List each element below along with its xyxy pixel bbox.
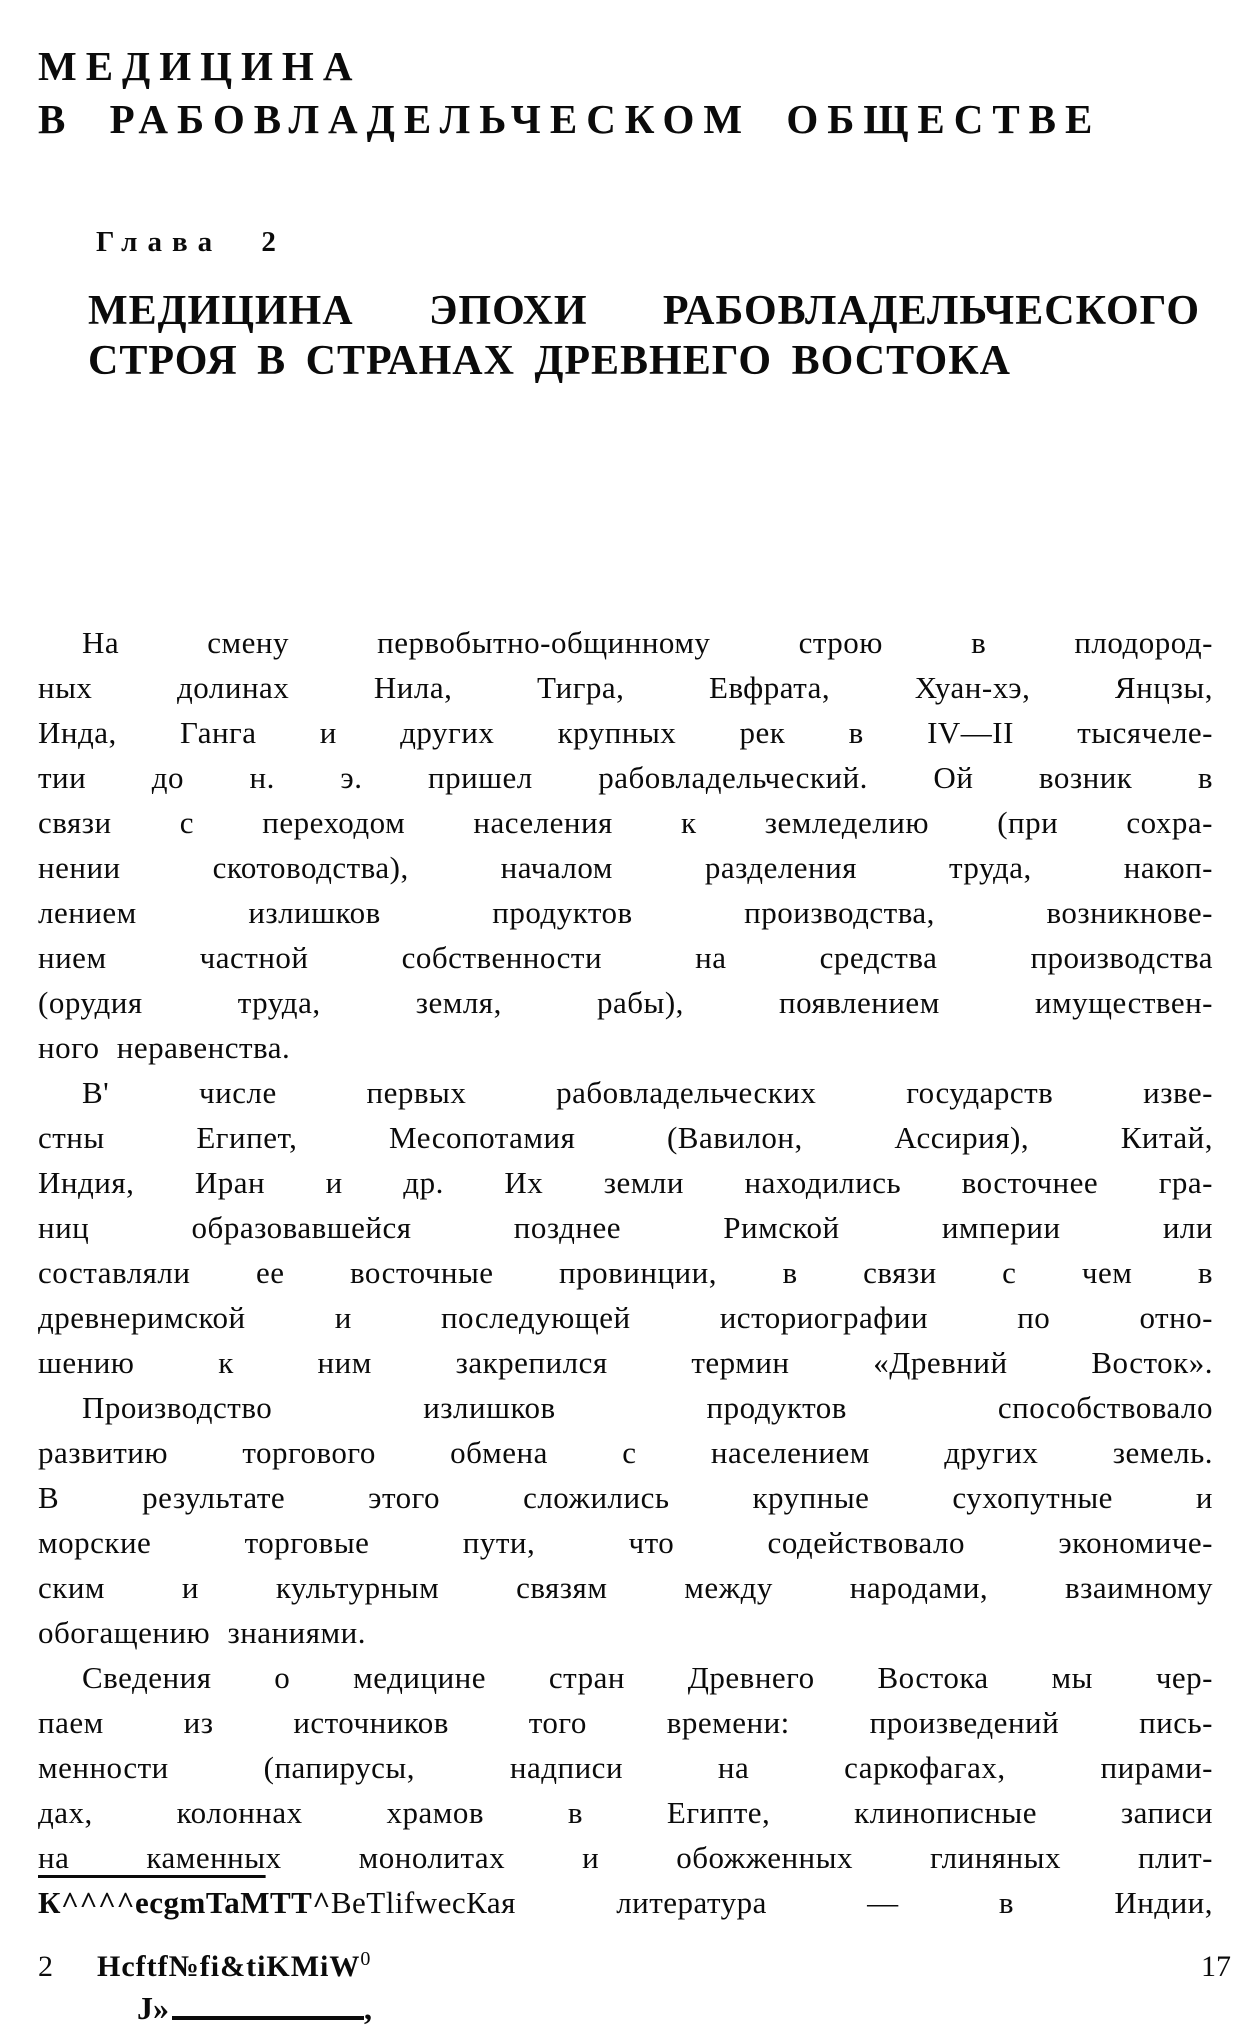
scribble-prefix: J» (137, 1990, 169, 2026)
body-line (38, 1160, 1213, 1205)
body-line (38, 1205, 1213, 1250)
text-segment: х монолитах и обожженных глиняных плит- (265, 1840, 1213, 1875)
running-head-line2: В РАБОВЛАДЕЛЬЧЕСКОМ ОБЩЕСТВЕ (38, 96, 1102, 142)
body-line (38, 1655, 1213, 1700)
body-line (38, 1880, 1213, 1925)
body-line (38, 1610, 1213, 1655)
body-line (38, 620, 1213, 665)
signature-line (38, 1948, 370, 1984)
body-line (38, 1790, 1213, 1835)
text-segment: ных долинах Нила, Тигра, Евфрата, Хуан-хэ, Янцзы, (38, 670, 1213, 705)
text-segment: BeTlifwecКая литература — в Индии, (330, 1885, 1213, 1920)
body-line (38, 1025, 1213, 1070)
body-line (38, 1070, 1213, 1115)
body-line (38, 1520, 1213, 1565)
smudged-bold-text: К^^^^ecgmTaMTT^ (38, 1885, 331, 1920)
paragraph (38, 1070, 1213, 1385)
text-segment: развитию торгового обмена с населением других земель. (38, 1435, 1213, 1470)
text-segment: (орудия труда, земля, рабы), появлением имуществен- (38, 985, 1213, 1020)
paragraph (38, 620, 1213, 1070)
underlined-text: на каменны (38, 1840, 266, 1875)
body-line (38, 1430, 1213, 1475)
text-segment: В результате этого сложились крупные сухопутные и (38, 1480, 1213, 1515)
chapter-title-line2: СТРОЯ В СТРАНАХ ДРЕВНЕГО ВОСТОКА (88, 338, 1012, 384)
body-line (38, 1745, 1213, 1790)
page-number: 17 (1201, 1950, 1231, 1983)
text-segment: ного неравенства. (38, 1030, 291, 1065)
chapter-title-line1: МЕДИЦИНА ЭПОХИ РАБОВЛАДЕЛЬЧЕСКОГО (88, 288, 1200, 334)
text-segment: паем из источников того времени: произведений пись- (38, 1705, 1213, 1740)
body-line (38, 1700, 1213, 1745)
body-line (38, 845, 1213, 890)
body-line (38, 935, 1213, 980)
text-segment: Индия, Иран и др. Их земли находились восточнее гра- (38, 1165, 1213, 1200)
text-segment: тии до н. э. пришел рабовладельческий. Ой возник в (38, 760, 1213, 795)
paragraph (38, 1655, 1213, 1925)
body-line (38, 1565, 1213, 1610)
text-segment: ниц образовавшейся позднее Римской империи или (38, 1210, 1213, 1245)
body-line (38, 1295, 1213, 1340)
body-line (38, 1385, 1213, 1430)
body-line (38, 755, 1213, 800)
text-segment: древнеримской и последующей историографии по отно- (38, 1300, 1213, 1335)
body-line (38, 1250, 1213, 1295)
text-segment: составляли ее восточные провинции, в связи с чем в (38, 1255, 1213, 1290)
running-head (38, 40, 1101, 146)
text-segment: связи с переходом населения к земледелию (при сохра- (38, 805, 1213, 840)
text-segment: морские торговые пути, что содействовало экономиче- (38, 1525, 1213, 1560)
text-segment: лением излишков продуктов производства, возникнове- (38, 895, 1213, 930)
paragraph (38, 1385, 1213, 1655)
text-segment: менности (папирусы, надписи на саркофагах, пирами- (38, 1750, 1213, 1785)
signature-number: 2 (38, 1950, 53, 1983)
text-segment: нием частной собственности на средства производства (38, 940, 1213, 975)
body-line (38, 710, 1213, 755)
scribble-rule (172, 2016, 364, 2020)
body-text (38, 620, 1213, 1925)
text-segment: ским и культурным связям между народами, взаимному (38, 1570, 1213, 1605)
body-line (38, 665, 1213, 710)
text-segment: На смену первобытно-общинному строю в плодород- (82, 625, 1213, 660)
chapter-title (88, 286, 1200, 386)
chapter-label: Глава 2 (96, 226, 286, 258)
scribble-suffix: , (364, 1990, 372, 2026)
text-segment: шению к ним закрепился термин «Древний Восток». (38, 1345, 1213, 1380)
text-segment: обогащению знаниями. (38, 1615, 366, 1650)
text-segment: Производство излишков продуктов способствовало (82, 1390, 1213, 1425)
body-line (38, 1475, 1213, 1520)
body-line (38, 800, 1213, 845)
text-segment: стны Египет, Месопотамия (Вавилон, Ассирия), Китай, (38, 1120, 1213, 1155)
body-line (38, 1835, 1213, 1880)
text-segment: дах, колоннах храмов в Египте, клинописные записи (38, 1795, 1213, 1830)
scribble-line (137, 1990, 372, 2027)
text-segment: Инда, Ганга и других крупных рек в IV—II тысячеле- (38, 715, 1213, 750)
text-segment: Сведения о медицине стран Древнего Востока мы чер- (82, 1660, 1213, 1695)
text-segment: нении скотоводства), началом разделения труда, накоп- (38, 850, 1213, 885)
body-line (38, 890, 1213, 935)
body-line (38, 980, 1213, 1025)
signature-superscript: 0 (360, 1948, 371, 1970)
body-line (38, 1340, 1213, 1385)
running-head-line1: МЕДИЦИНА (38, 43, 362, 89)
body-line (38, 1115, 1213, 1160)
text-segment: В' числе первых рабовладельческих государств изве- (82, 1075, 1213, 1110)
signature-text: Hcftf№fi&tiKMiW (97, 1950, 361, 1983)
